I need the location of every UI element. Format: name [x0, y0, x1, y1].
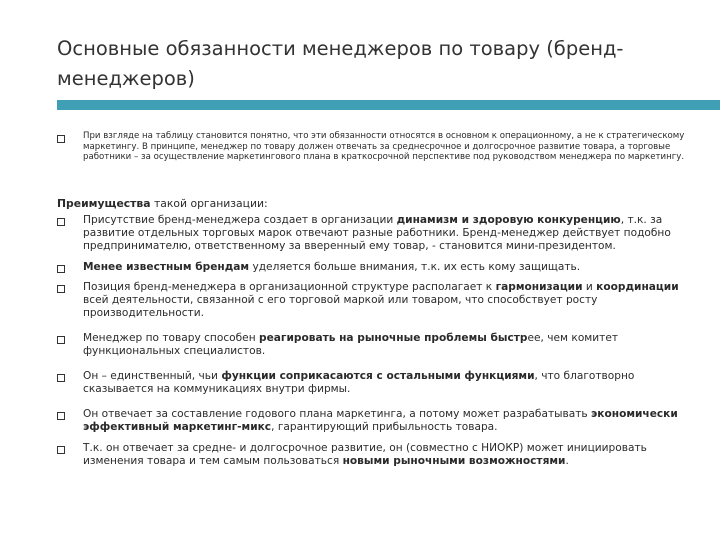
item-bold-text: Менее известным брендам: [83, 261, 250, 273]
square-bullet-icon: [57, 265, 65, 273]
item-text: Менеджер по товару способен: [83, 332, 259, 344]
title-divider-bar: [57, 100, 720, 110]
item-bold-text: реагировать на рыночные проблемы быстр: [259, 332, 528, 344]
square-bullet-icon: [57, 135, 65, 143]
advantages-heading-bold: Преимущества: [57, 197, 151, 210]
item-bold-text: экономически эффективный маркетинг-микс: [83, 408, 678, 433]
list-item: [57, 214, 697, 253]
item-text: , т.к. за развитие отдельных торговых марок отвечают разные работники. Бренд-менеджер действует подобно предпринимателю, ответственному за вверенный ему товар, - становится мини-президентом.: [83, 214, 671, 252]
item-text: всей деятельности, связанной с его торговой маркой или товаром, что способствует росту производительности.: [83, 294, 598, 319]
item-text: уделяется больше внимания, т.к. их есть кому защищать.: [249, 261, 581, 273]
list-item: [57, 261, 697, 274]
item-text: ее, чем комитет функциональных специалистов.: [83, 332, 619, 357]
square-bullet-icon: [57, 285, 65, 293]
advantages-heading-rest: такой организации:: [150, 197, 268, 210]
intro-paragraph: [57, 131, 689, 163]
square-bullet-icon: [57, 374, 65, 382]
item-bold-text: функции соприкасаются с остальными функциями: [221, 370, 535, 382]
item-bold-text: гармонизации: [495, 281, 583, 293]
list-item: [57, 332, 697, 358]
item-bold-text: координации: [596, 281, 679, 293]
item-bold-text: динамизм и здоровую конкуренцию: [396, 214, 621, 226]
item-text: Присутствие бренд-менеджера создает в организации: [83, 214, 397, 226]
list-item: [57, 408, 697, 434]
item-text: , гарантирующий прибыльность товара.: [271, 421, 498, 433]
item-text: , что благотворно сказывается на коммуникациях внутри фирмы.: [83, 370, 635, 395]
advantages-list: [57, 214, 697, 468]
item-text: .: [565, 455, 569, 467]
square-bullet-icon: [57, 336, 65, 344]
item-text: Позиция бренд-менеджера в организационной структуре располагает к: [83, 281, 496, 293]
item-text: Он отвечает за составление годового плана маркетинга, а потому может разрабатывать: [83, 408, 591, 420]
intro-text: При взгляде на таблицу становится понятно, что эти обязанности относятся в основном к операционному, а не к стратегическому маркетингу. В принципе, менеджер по товару должен отвечать за среднесрочное и долгосрочное развитие товара, а торговые работники – за осуществление маркетингового плана в краткосрочной перспективе под руководством менеджера по маркетингу.: [83, 131, 685, 163]
square-bullet-icon: [57, 218, 65, 226]
list-item: [57, 442, 697, 468]
square-bullet-icon: [57, 446, 65, 454]
list-item: [57, 370, 697, 396]
item-bold-text: новыми рыночными возможностями: [342, 455, 566, 467]
item-text: Т.к. он отвечает за средне- и долгосрочное развитие, он (совместно с НИОКР) может инициировать изменения товара и тем самым пользоваться: [83, 442, 647, 467]
item-text: и: [582, 281, 597, 293]
square-bullet-icon: [57, 412, 65, 420]
slide-title: Основные обязанности менеджеров по товару (бренд-менеджеров): [57, 37, 624, 90]
list-item: [57, 281, 697, 320]
advantages-heading: [57, 197, 697, 210]
item-text: Он – единственный, чьи: [83, 370, 222, 382]
